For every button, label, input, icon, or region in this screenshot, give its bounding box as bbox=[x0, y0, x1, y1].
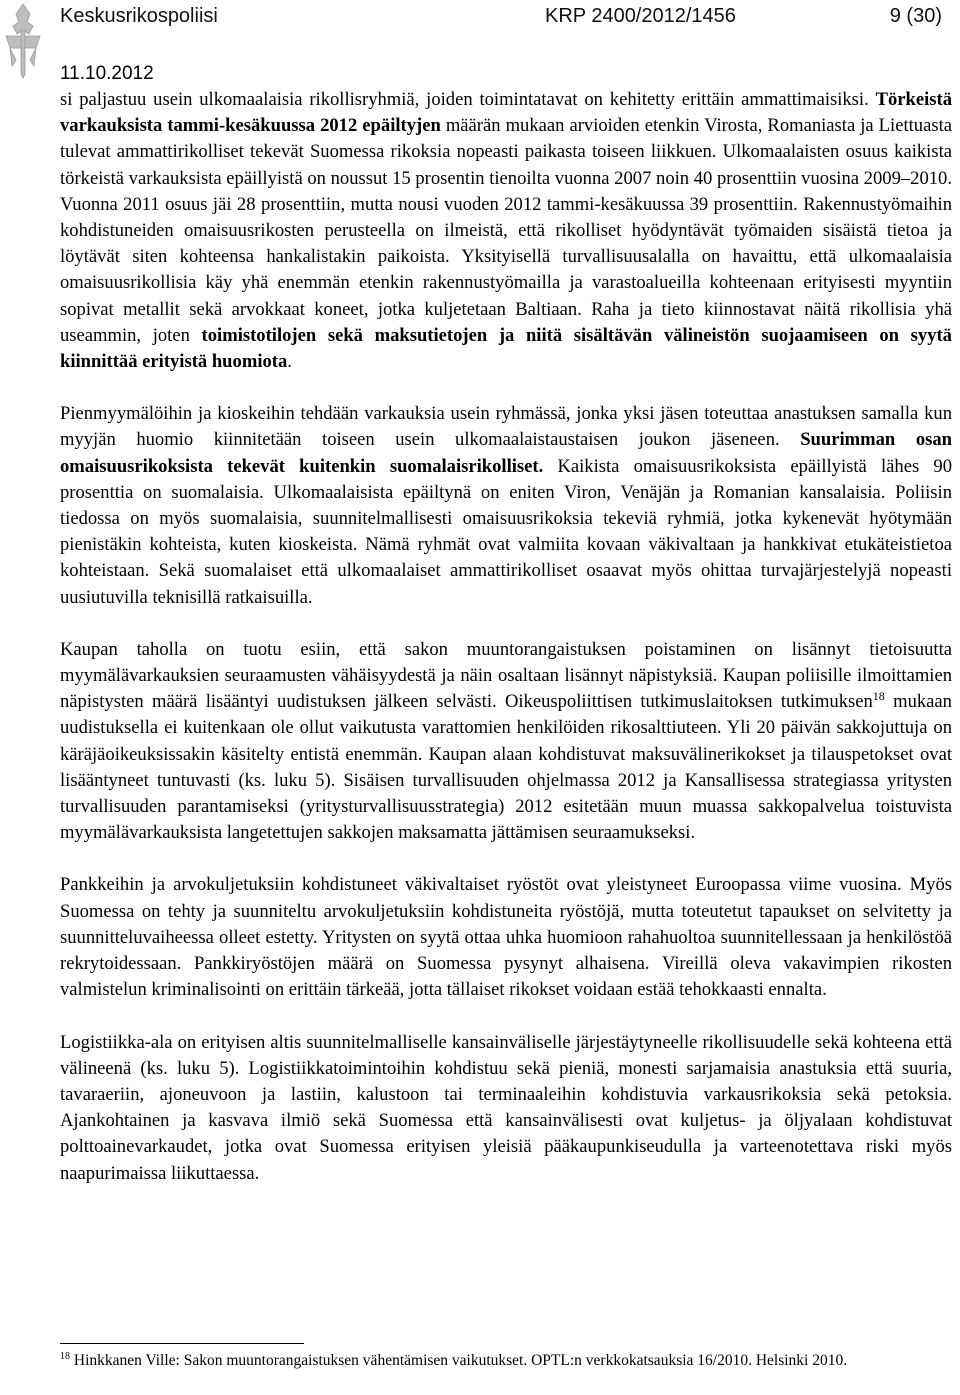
footnote-reference[interactable]: 18 bbox=[872, 689, 885, 704]
header-organization: Keskusrikospoliisi bbox=[60, 5, 218, 27]
paragraph-text: Logistiikka-ala on erityisen altis suunnitelmalliselle kansainväliselle järjestäytyneelle rikollisuudelle sekä kohteena että välineenä (ks. luku 5). Logistiikkatoimintoihin kohdistuu sekä pieniä, monesti sarjamaisia anastuksia että suuria, tavaraeriin, ajoneuvoon ja lastiin, kalustoon tai terminaaleihin kohdistuvia varkausrikoksia sekä petoksia. Ajankohtainen ja kasvava ilmiö sekä Suomessa että kansainvälisesti ovat kuljetus- ja öljyalaan kohdistuvat polttoainevarkaudet, jotka ovat Suomessa erityisen yleisiä pääkaupunkiseudulla ja varteenotettava riski myös naapurimaissa liikuttaessa. bbox=[60, 1031, 952, 1184]
paragraph-text: Pienmyymälöihin ja kioskeihin tehdään varkauksia usein ryhmässä, jonka yksi jäsen toteuttaa anastuksen samalla kun myyjän huomio kiinnitetään toiseen usein ulkomaalaistaustaisen joukon jäseneen. bbox=[60, 403, 952, 451]
paragraph-text: . bbox=[287, 351, 292, 373]
paragraph-text: si paljastuu usein ulkomaalaisia rikollisryhmiä, joiden toimintatavat on kehitetty erittäin ammattimaisiksi. bbox=[60, 89, 876, 110]
header-document-id: KRP 2400/2012/1456 bbox=[545, 5, 736, 27]
paragraph-text: Kaikista omaisuusrikoksista epäillyistä lähes 90 prosenttia on suomalaisia. Ulkomaalaisista epäiltynä on eniten Viron, Venäjän ja Romanian kansalaisia. Poliisin tiedossa on myös suomalaisia, suunnitelmallisesti omaisuusrikoksia tekeviä ryhmiä, jotka kykenevät hyötymään pienistäkin kohteista, kuten kioskeista. Nämä ryhmät ovat valmiita kovaan väkivaltaan ja hankkivat etukäteistietoa kohteistaan. Sekä suomalaiset että ulkomaalaiset ammattirikolliset osaavat myös ohittaa turvajärjestelyjä nopeasti uusiutuvilla teknisillä ratkaisuilla. bbox=[60, 455, 952, 608]
paragraph-text: mukaan uudistuksella ei kuitenkaan ole ollut vaikutusta varattomien henkilöiden rikosalttiuteen. Yli 20 päivän sakkojuttuja on käräjäoikeuksissakin käsitelty entistä enemmän. Kaupan alaan kohdistuvat maksuvälinerikokset ja tilauspetokset ovat lisääntyneet tuntuvasti (ks. luku 5). Sisäisen turvallisuuden ohjelmassa 2012 ja Kansallisessa strategiassa yritysten turvallisuuden parantamiseksi (yritysturvallisuusstrategia) 2012 esitetään muun muassa sakkopalvelua toistuvista myymälävarkauksista langetettujen sakkojen maksamatta jättämisen seuraamukseksi. bbox=[60, 691, 952, 844]
footnote-number: 18 bbox=[60, 1350, 70, 1362]
paragraph-4 bbox=[60, 872, 952, 1003]
paragraph-3 bbox=[60, 637, 952, 847]
paragraph-1 bbox=[60, 87, 952, 375]
paragraph-text: määrän mukaan arvioiden etenkin Virosta, Romaniasta ja Liettuasta tulevat ammattirikolliset tekevät Suomessa rikoksia nopeasti paikasta toiseen liikkuen. Ulkomaalaisten osuus kaikista törkeistä varkauksista epäillyistä on noussut 15 prosentin tienoilta vuonna 2007 noin 40 prosenttiin vuosina 2009–2010. Vuonna 2011 osuus jäi 28 prosenttiin, mutta nousi vuoden 2012 tammi-kesäkuussa 39 prosenttiin. Rakennustyömaihin kohdistuneiden omaisuusrikosten perusteella on ilmeistä, että rikolliset hyödyntävät työmaiden sisäistä tietoa ja löytävät siten kohteensa hankalistakin paikoista. Yksityisellä turvallisuusalalla on havaittu, että ulkomaalaisia omaisuusrikollisia käy yhä enemmän etenkin rakennustyömailla ja varastoalueilla kohteenaan erityisesti myyntiin sopivat metallit sekä arvokkaat koneet, jotka kuljetetaan Baltiaan. Raha ja tieto kiinnostavat näitä rikollisia yhä useammin, joten bbox=[60, 115, 952, 346]
document-body bbox=[60, 87, 952, 1213]
document-date: 11.10.2012 bbox=[60, 63, 154, 84]
paragraph-5 bbox=[60, 1030, 952, 1187]
paragraph-text: Pankkeihin ja arvokuljetuksiin kohdistuneet väkivaltaiset ryöstöt ovat yleistyneet Euroopassa viime vuosina. Myös Suomessa on tehty ja suunniteltu arvokuljetuksiin kohdistuneita ryöstöjä, mutta toteutetut tapaukset on selvitetty ja suunnitteluvaiheessa olleet estetty. Yritysten on syytä ottaa uhka huomioon rahahuoltoa suunnitellessaan ja henkilöstöä rekrytoidessaan. Pankkiryöstöjen määrä on Suomessa pysynyt alhaisena. Vireillä oleva vakavimpien rikosten valmistelun kriminalisointi on erittäin tärkeää, jotta tällaiset rikokset voidaan estää tehokkaasti ennalta. bbox=[60, 874, 952, 1001]
footnote bbox=[60, 1350, 948, 1371]
bold-text: Törkeistä varkauksista tammi-kesäkuussa 2012 epäiltyjen bbox=[60, 89, 952, 137]
header-page-number: 9 (30) bbox=[889, 5, 942, 27]
paragraph-2 bbox=[60, 401, 952, 611]
footnote-text: Hinkkanen Ville: Sakon muuntorangaistuksen vähentämisen vaikutukset. OPTL:n verkkokatsauksia 16/2010. Helsinki 2010. bbox=[70, 1352, 848, 1369]
bold-text: toimistotilojen sekä maksutietojen ja niitä sisältävän välineistön suojaamiseen on syytä kiinnittää erityistä huomiota bbox=[60, 324, 952, 373]
paragraph-text: Kaupan taholla on tuotu esiin, että sakon muuntorangaistuksen poistaminen on lisännyt tietoisuutta myymälävarkauksien seuraamusten vähäisyydestä ja näin osaltaan lisännyt näpistyksiä. Kaupan poliisille ilmoittamien näpistysten määrä lisääntyi uudistuksen jälkeen selvästi. Oikeuspoliittisen tutkimuslaitoksen tutkimuksen bbox=[60, 638, 952, 713]
bold-text: Suurimman osan omaisuusrikoksista tekevät kuitenkin suomalaisrikolliset. bbox=[60, 429, 952, 477]
police-crest-logo bbox=[0, 0, 46, 78]
footnote-divider bbox=[60, 1343, 304, 1344]
